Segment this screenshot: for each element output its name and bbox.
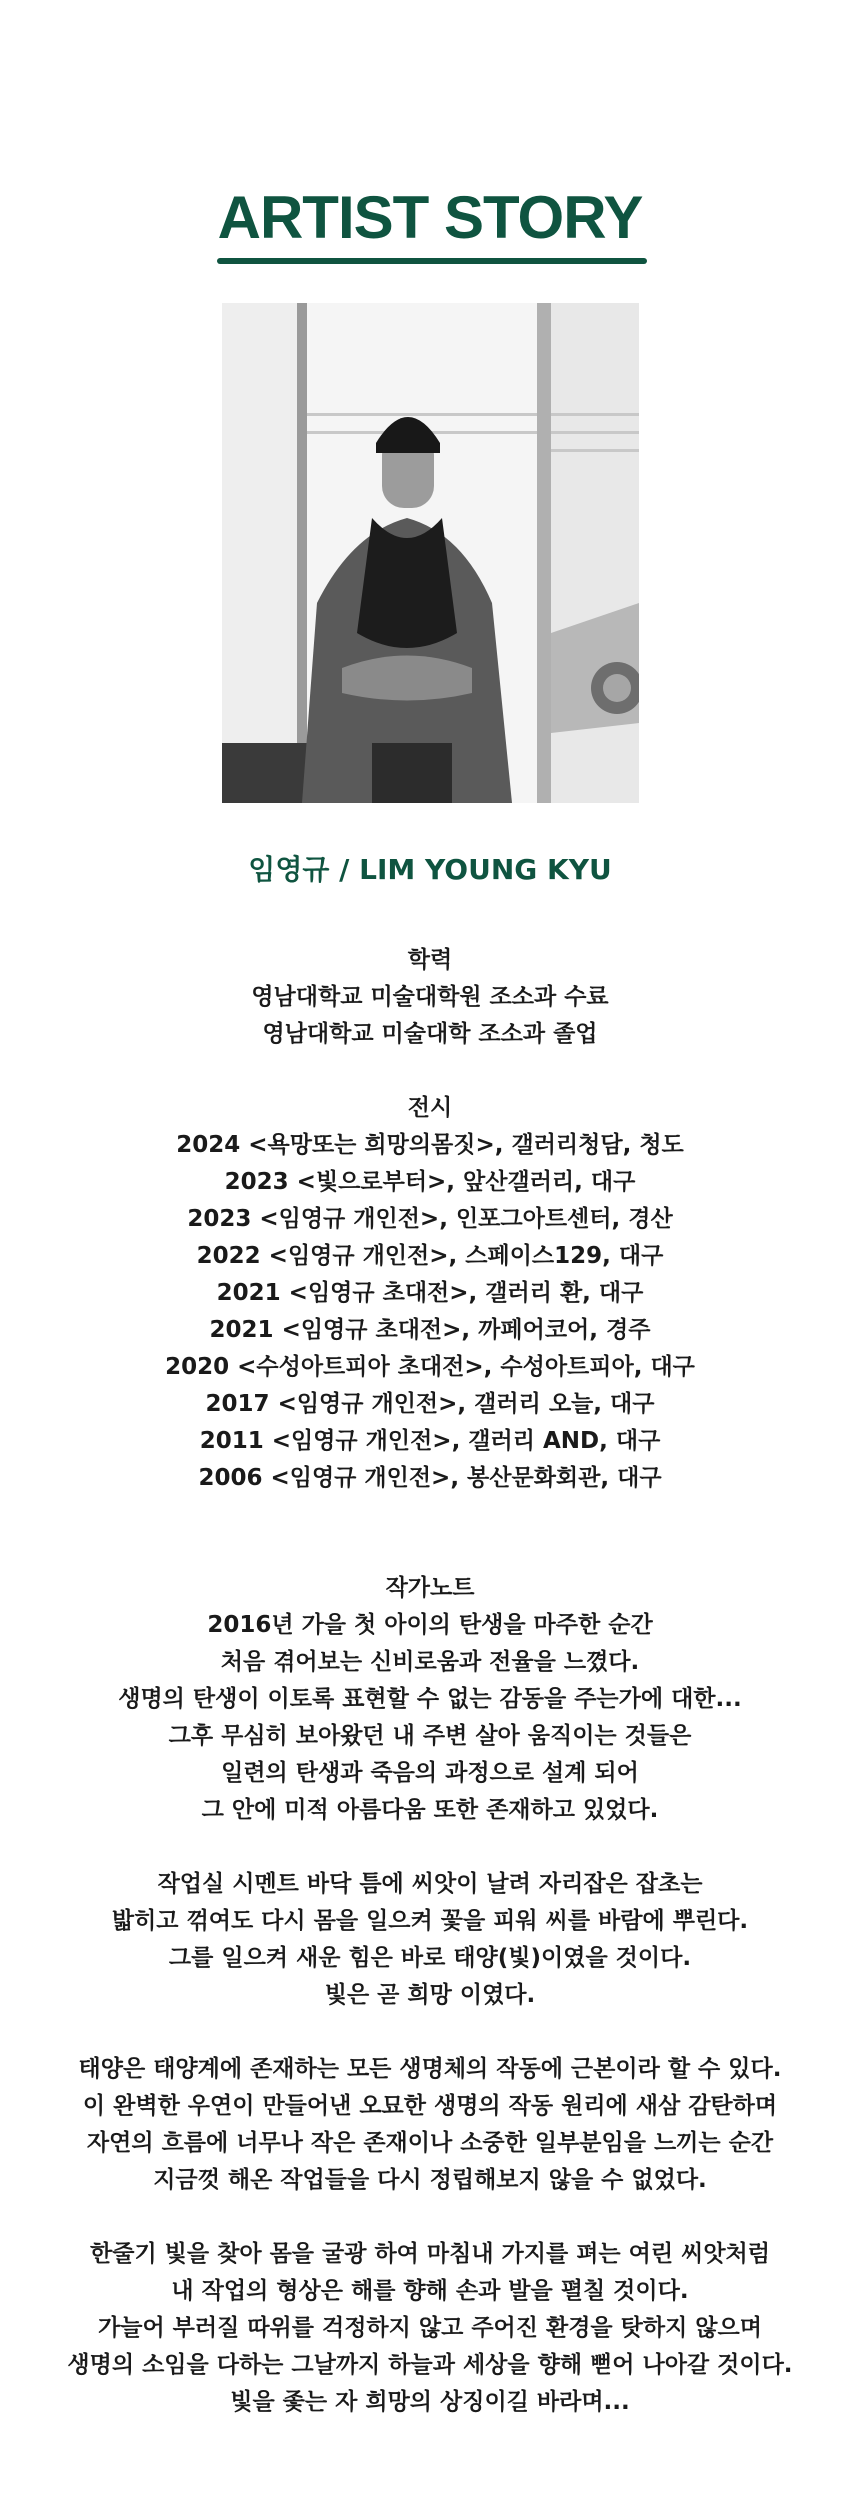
- notes-line: 한줄기 빛을 찾아 몸을 굴광 하여 마침내 가지를 펴는 여린 씨앗처럼: [90, 2241, 770, 2267]
- artist-name: 임영규 / LIM YOUNG KYU: [248, 853, 612, 886]
- notes-line: 처음 겪어보는 신비로움과 전율을 느꼈다.: [220, 1649, 640, 1675]
- notes-line: 자연의 흐름에 너무나 작은 존재이나 소중한 일부분임을 느끼는 순간: [86, 2130, 774, 2156]
- page-title: ARTIST STORY: [217, 184, 643, 251]
- notes-line: 빛은 곧 희망 이였다.: [324, 1982, 536, 2008]
- exhibitions-heading: 전시: [407, 1095, 453, 1121]
- exhibition-item: 2011 <임영규 개인전>, 갤러리 AND, 대구: [199, 1428, 661, 1454]
- education-item: 영남대학교 미술대학원 조소과 수료: [251, 984, 609, 1010]
- notes-line: 밟히고 꺾여도 다시 몸을 일으켜 꽃을 피워 씨를 바람에 뿌린다.: [111, 1908, 749, 1934]
- notes-line: 그후 무심히 보아왔던 내 주변 살아 움직이는 것들은: [168, 1723, 692, 1749]
- exhibition-item: 2022 <임영규 개인전>, 스페이스129, 대구: [196, 1243, 664, 1269]
- notes-paragraph: [0, 2236, 860, 2421]
- notes-line: 그 안에 미적 아름다움 또한 존재하고 있었다.: [201, 1797, 659, 1823]
- exhibition-item: 2023 <임영규 개인전>, 인포그아트센터, 경산: [187, 1206, 673, 1232]
- notes-paragraph: [0, 1866, 860, 2014]
- exhibition-item: 2023 <빛으로부터>, 앞산갤러리, 대구: [224, 1169, 636, 1195]
- education-item: 영남대학교 미술대학 조소과 졸업: [262, 1021, 598, 1047]
- exhibitions-section: [0, 1090, 860, 1497]
- notes-line: 일련의 탄생과 죽음의 과정으로 설계 되어: [221, 1760, 639, 1786]
- exhibition-item: 2024 <욕망또는 희망의몸짓>, 갤러리청담, 청도: [176, 1132, 684, 1158]
- notes-line: 2016년 가을 첫 아이의 탄생을 마주한 순간: [207, 1612, 653, 1638]
- notes-line: 생명의 탄생이 이토록 표현할 수 없는 감동을 주는가에 대한...: [118, 1686, 742, 1712]
- notes-line: 가늘어 부러질 따위를 걱정하지 않고 주어진 환경을 탓하지 않으며: [98, 2315, 762, 2341]
- notes-line: 이 완벽한 우연이 만들어낸 오묘한 생명의 작동 원리에 새삼 감탄하며: [82, 2093, 778, 2119]
- notes-line: 생명의 소임을 다하는 그날까지 하늘과 세상을 향해 뻗어 나아갈 것이다.: [67, 2352, 793, 2378]
- notes-heading: 작가노트: [385, 1575, 475, 1601]
- notes-paragraph: [0, 1607, 860, 1829]
- exhibition-item: 2021 <임영규 초대전>, 갤러리 환, 대구: [216, 1280, 644, 1306]
- education-section: [0, 942, 860, 1053]
- exhibition-item: 2006 <임영규 개인전>, 봉산문화회관, 대구: [198, 1465, 662, 1491]
- notes-paragraph: [0, 2051, 860, 2199]
- exhibition-item: 2017 <임영규 개인전>, 갤러리 오늘, 대구: [205, 1391, 655, 1417]
- notes-line: 태양은 태양계에 존재하는 모든 생명체의 작동에 근본이라 할 수 있다.: [78, 2056, 782, 2082]
- artist-notes-section: [0, 1570, 860, 2458]
- title-underline: [217, 258, 647, 264]
- notes-line: 지금껏 해온 작업들을 다시 정립해보지 않을 수 없었다.: [153, 2167, 707, 2193]
- notes-line: 내 작업의 형상은 해를 향해 손과 발을 펼칠 것이다.: [171, 2278, 689, 2304]
- notes-line: 빛을 좇는 자 희망의 상징이길 바라며...: [230, 2389, 630, 2415]
- notes-line: 작업실 시멘트 바닥 틈에 씨앗이 날려 자리잡은 잡초는: [157, 1871, 703, 1897]
- exhibition-item: 2021 <임영규 초대전>, 까페어코어, 경주: [209, 1317, 651, 1343]
- artist-photo: [222, 303, 639, 803]
- education-heading: 학력: [407, 947, 453, 973]
- exhibition-item: 2020 <수성아트피아 초대전>, 수성아트피아, 대구: [165, 1354, 695, 1380]
- notes-line: 그를 일으켜 새운 힘은 바로 태양(빛)이였을 것이다.: [168, 1945, 692, 1971]
